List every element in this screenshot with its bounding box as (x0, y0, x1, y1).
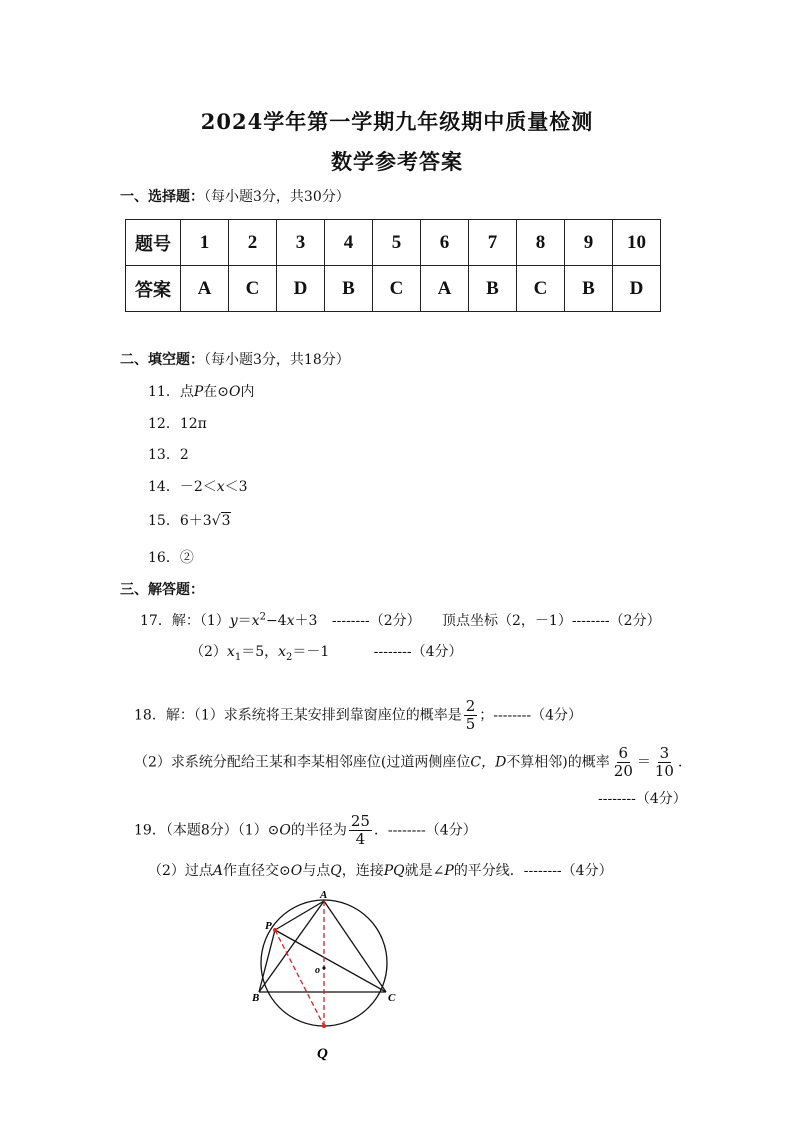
answer-16: 16．② (148, 550, 194, 566)
label-c: C (388, 992, 396, 1004)
segment-pc (275, 930, 386, 992)
q17-line2: $(2)x_1=5$，$x_2=-1$ --------（4分） (190, 644, 463, 663)
table-cell: 4 (325, 220, 373, 266)
table-cell: 5 (373, 220, 421, 266)
table-cell: D (277, 266, 325, 312)
section-fill-heading: 二、填空题：（每小题3分，共18分） (120, 352, 350, 368)
q17-vertex: 顶点坐标（2，－1）--------（2分） (442, 613, 661, 629)
fraction: $\frac{2}{5}$ (465, 697, 476, 733)
point-p (273, 928, 277, 932)
label-a: A (320, 889, 328, 901)
q18-line1: 18．解：（1）求系统将王某安排到靠窗座位的概率是 $\frac{2}{5}$ ；--------（4分） (134, 697, 583, 733)
point-q (322, 1024, 326, 1028)
table-header-cell: 答案 (126, 266, 181, 312)
table-cell: B (325, 266, 373, 312)
label-b: B (252, 992, 260, 1004)
table-cell: C (517, 266, 565, 312)
table-row (126, 220, 661, 266)
answer-13: 13．2 (148, 447, 189, 463)
label-p: P (265, 920, 272, 932)
table-cell: 3 (277, 220, 325, 266)
q19-line1: 19．（本题8分）（1）⊙O的半径为 $\frac{25}{4}$ ．--------（4分） (134, 812, 477, 848)
q17-line1: 17．解：$(1)y=x^2-4x+3$ --------（2分） (140, 611, 421, 629)
table-cell: D (613, 266, 661, 312)
triangle-side-ac (324, 901, 386, 992)
label-o: o (315, 965, 320, 976)
table-cell: A (421, 266, 469, 312)
fraction: $\frac{25}{4}$ (350, 812, 370, 848)
q19-line2: （2）过点A作直径交⊙O与点Q，连接PQ就是∠P的平分线．--------（4分） (148, 863, 613, 879)
label-q: Q (317, 1046, 328, 1062)
section-solve-heading: 三、解答题： (120, 582, 204, 598)
answer-14: 14．－2＜x＜3 (148, 479, 248, 495)
table-cell: 8 (517, 220, 565, 266)
table-cell: 1 (181, 220, 229, 266)
answer-11: 11．点P在⊙O内 (148, 384, 255, 400)
fraction: $\frac{6}{20}$ (613, 744, 633, 780)
table-row (126, 266, 661, 312)
table-cell: 6 (421, 220, 469, 266)
geometry-figure (240, 888, 410, 1068)
answer-15: 15．6＋3√3 (148, 513, 231, 529)
section-choice-heading: 一、选择题：（每小题3分，共30分） (120, 189, 350, 205)
point-o (322, 966, 325, 969)
answer-table (125, 219, 661, 312)
table-cell: 2 (229, 220, 277, 266)
page-subtitle: 数学参考答案 (331, 149, 463, 174)
table-header-cell: 题号 (126, 220, 181, 266)
table-cell: B (565, 266, 613, 312)
table-cell: 7 (469, 220, 517, 266)
page-title: 2024学年第一学期九年级期中质量检测 (200, 109, 594, 134)
table-cell: C (373, 266, 421, 312)
q18-line2: （2）求系统分配给王某和李某相邻座位(过道两侧座位C，D不算相邻)的概率 $\frac{6}{20}$ ＝ $\frac{3}{10}$ ． (134, 744, 692, 780)
triangle-side-ab (259, 901, 324, 992)
fraction: $\frac{3}{10}$ (654, 744, 674, 780)
answer-12: 12．12π (148, 416, 207, 432)
q18-score2: --------（4分） (598, 791, 687, 807)
table-cell: B (469, 266, 517, 312)
table-cell: 9 (565, 220, 613, 266)
table-cell: A (181, 266, 229, 312)
table-cell: 10 (613, 220, 661, 266)
table-cell: C (229, 266, 277, 312)
